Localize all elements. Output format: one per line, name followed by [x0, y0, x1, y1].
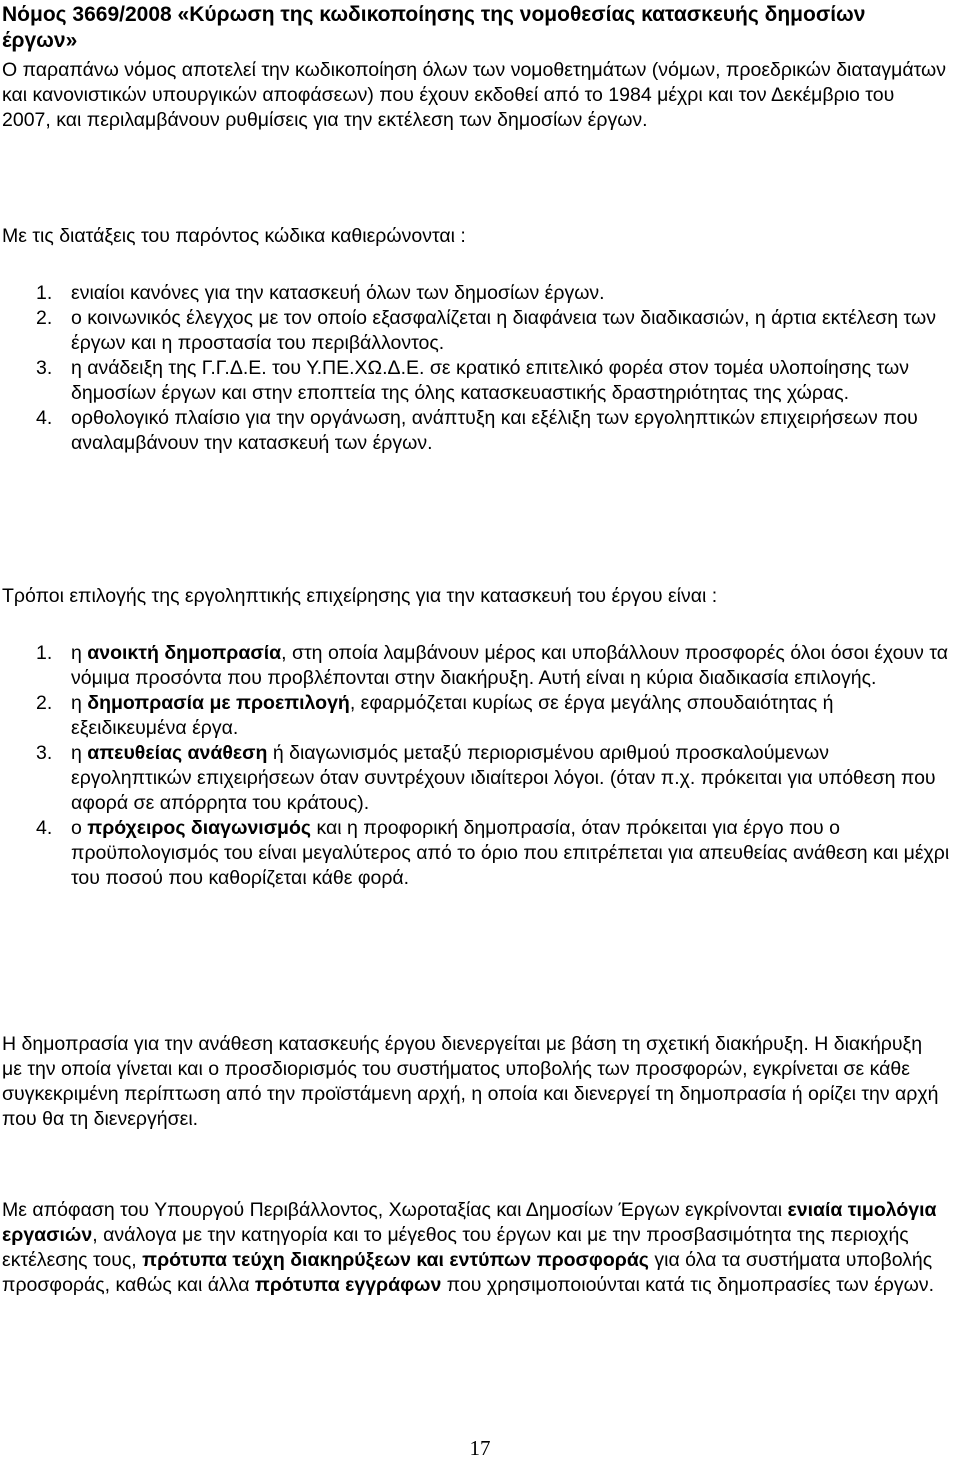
- list-item-post: , στη οποία λαμβάνουν μέρος και υποβάλλουν προσφορές όλοι όσοι έχουν τα νόμιμα προσόντα που προβλέπονται στην διακήρυξη. Αυτή είναι η κύρια διαδικασία επιλογής.: [71, 642, 949, 689]
- methods-list: [2, 641, 952, 891]
- list-item-number: 1.: [36, 282, 53, 304]
- decision-text-2: , ανάλογα με την κατηγορία και το μέγεθος του έργων και με την προσβασιμότητα της περιοχής εκτέλεσης τους,: [2, 1224, 909, 1271]
- list-item-text: ενιαίοι κανόνες για την κατασκευή όλων των δημοσίων έργων.: [71, 282, 605, 304]
- decision-bold-2: πρότυπα τεύχη διακηρύξεων και εντύπων προσφοράς: [142, 1249, 649, 1271]
- decision-text-4: που χρησιμοποιούνται κατά τις δημοπρασίες των έργων.: [441, 1274, 934, 1296]
- list-item: [2, 306, 952, 356]
- list-item-text: η ανάδειξη της Γ.Γ.Δ.Ε. του Υ.ΠΕ.ΧΩ.Δ.Ε. σε κρατικό επιτελικό φορέα στον τομέα υλοποίησης των δημοσίων έργων και στην εποπτεία της όλης κατασκευαστικής δραστηριότητας της χώρας.: [71, 357, 909, 404]
- methods-heading: Τρόποι επιλογής της εργοληπτικής επιχείρησης για την κατασκευή του έργου είναι :: [2, 585, 718, 607]
- list-item: [2, 691, 952, 741]
- list-item-text: ορθολογικό πλαίσιο για την οργάνωση, ανάπτυξη και εξέλιξη των εργοληπτικών επιχειρήσεων που αναλαμβάνουν την κατασκευή των έργων.: [71, 407, 918, 454]
- auction-paragraph: Η δημοπρασία για την ανάθεση κατασκευής έργου διενεργείται με βάση τη σχετική διακήρυξη. Η διακήρυξη με την οποία γίνεται και ο προσδιορισμός του συστήματος υποβολής των προσφορών, εγκρίνεται σε κάθε συγκεκριμένη περίπτωση από την προϊστάμενη αρχή, η οποία και διενεργεί τη δημοπρασία ή ορίζει την αρχή που θα τη διενεργήσει.: [2, 1033, 939, 1130]
- list-item-number: 3.: [36, 357, 53, 379]
- list-item-post: , εφαρμόζεται κυρίως σε έργα μεγάλης σπουδαιότητας ή εξειδικευμένα έργα.: [71, 692, 834, 739]
- list-item-pre: η: [71, 742, 88, 764]
- document-title: Νόμος 3669/2008 «Κύρωση της κωδικοποίησης της νομοθεσίας κατασκευής δημοσίων έργων»: [2, 3, 866, 52]
- list-item-number: 2.: [36, 307, 53, 329]
- decision-bold-3: πρότυπα εγγράφων: [254, 1274, 442, 1296]
- list-item-text: ο κοινωνικός έλεγχος με τον οποίο εξασφαλίζεται η διαφάνεια των διαδικασιών, η άρτια εκτέλεση των έργων και η προστασία του περιβάλλοντος.: [71, 307, 936, 354]
- list-item-number: 3.: [36, 742, 53, 764]
- intro-paragraph: Ο παραπάνω νόμος αποτελεί την κωδικοποίηση όλων των νομοθετημάτων (νόμων, προεδρικών διαταγμάτων και κανονιστικών υπουργικών αποφάσεων) που έχουν εκδοθεί από το 1984 μέχρι και τον Δεκέμβριο του 2007, και περιλαμβάνουν ρυθμίσεις για την εκτέλεση των δημοσίων έργων.: [2, 59, 947, 131]
- list-item-bold-term: απευθείας ανάθεση: [87, 742, 268, 764]
- list-item: [2, 741, 952, 816]
- list-item: [2, 281, 952, 306]
- list-item-number: 4.: [36, 817, 53, 839]
- provisions-heading: Με τις διατάξεις του παρόντος κώδικα καθιερώνονται :: [2, 225, 466, 247]
- list-item-post: και η προφορική δημοπρασία, όταν πρόκειται για έργο που ο προϋπολογισμός του είναι μεγαλύτερος από το όριο που επιτρέπεται για απευθείας ανάθεση και μέχρι του ποσού που καθορίζεται κάθε φορά.: [71, 817, 950, 889]
- decision-text-3: για όλα τα συστήματα υποβολής προσφοράς, καθώς και άλλα: [2, 1249, 933, 1296]
- list-item: [2, 356, 952, 406]
- decision-bold-1: ενιαία τιμολόγια εργασιών: [2, 1199, 937, 1246]
- list-item-bold-term: ανοικτή δημοπρασία: [87, 642, 282, 664]
- list-item: [2, 641, 952, 691]
- list-item-post: ή διαγωνισμός μεταξύ περιορισμένου αριθμού προσκαλούμενων εργοληπτικών επιχειρήσεων όταν συντρέχουν ιδιαίτεροι λόγοι. (όταν π.χ. πρόκειται για υπόθεση που αφορά σε απόρρητα του κράτους).: [71, 742, 936, 814]
- list-item-pre: ο: [71, 817, 88, 839]
- list-item: [2, 816, 952, 891]
- page-number: 17: [469, 1436, 491, 1460]
- list-item-number: 4.: [36, 407, 53, 429]
- list-item: [2, 406, 952, 456]
- decision-text-1: Με απόφαση του Υπουργού Περιβάλλοντος, Χωροταξίας και Δημοσίων Έργων εγκρίνονται: [2, 1199, 788, 1221]
- list-item-number: 2.: [36, 692, 53, 714]
- list-item-bold-term: πρόχειρος διαγωνισμός: [87, 817, 312, 839]
- list-item-number: 1.: [36, 642, 53, 664]
- list-item-pre: η: [71, 692, 88, 714]
- provisions-list: [2, 281, 952, 456]
- decision-paragraph: [2, 1198, 947, 1298]
- list-item-bold-term: δημοπρασία με προεπιλογή: [87, 692, 350, 714]
- list-item-pre: η: [71, 642, 88, 664]
